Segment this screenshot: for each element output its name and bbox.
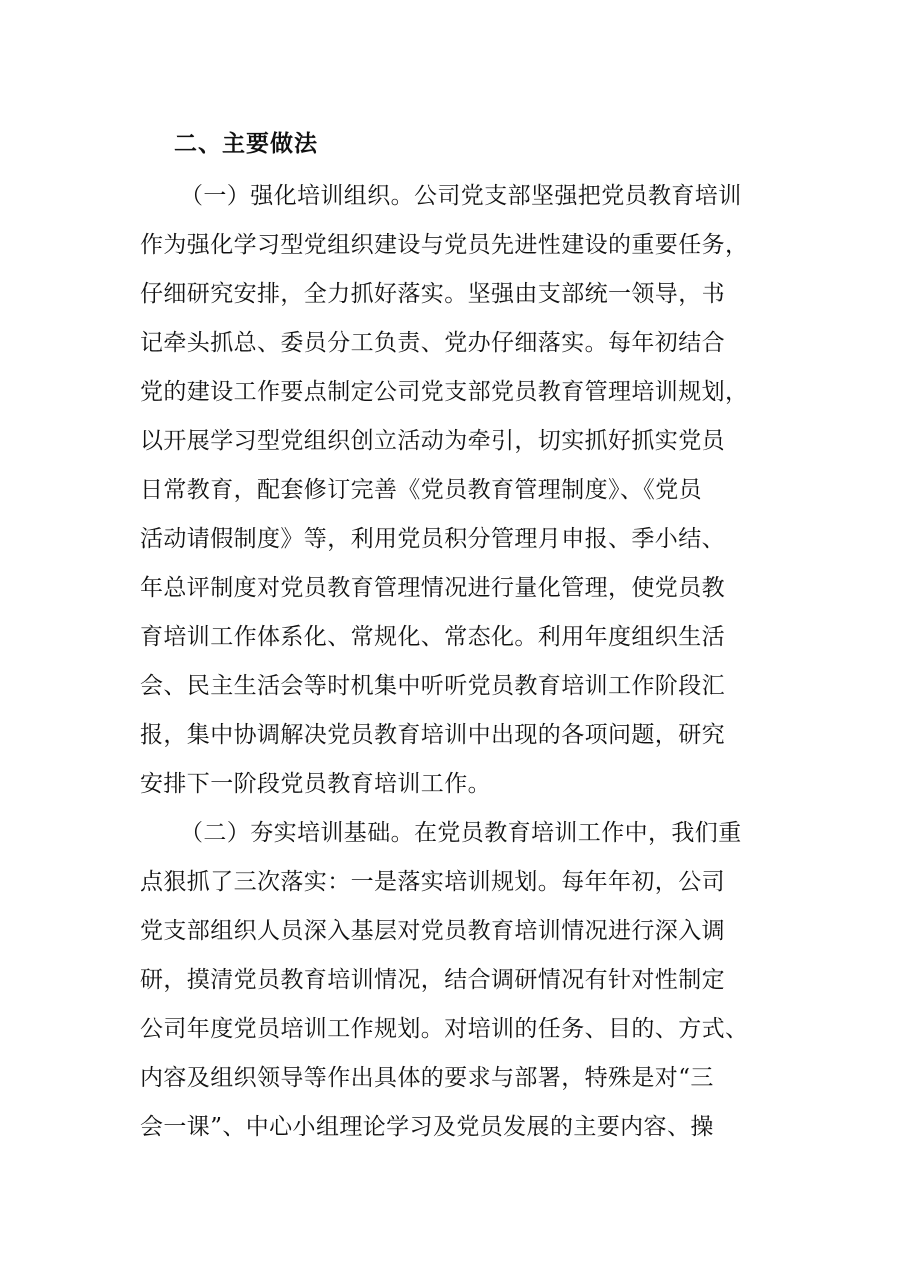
paragraph-line: 会、民主生活会等时机集中听听党员教育培训工作阶段汇 [140, 673, 725, 699]
paragraph-line: 年总评制度对党员教育管理情况进行量化管理，使党员教 [140, 575, 725, 601]
section-heading: 二、主要做法 [174, 131, 318, 157]
paragraph-line: 报，集中协调解决党员教育培训中出现的各项问题，研究 [140, 722, 725, 748]
paragraph-line: 育培训工作体系化、常规化、常态化。利用年度组织生活 [140, 624, 725, 650]
paragraph-line: 作为强化学习型党组织建设与党员先进性建设的重要任务， [140, 232, 749, 258]
paragraph-line: 党支部组织人员深入基层对党员教育培训情况进行深入调 [140, 918, 725, 944]
paragraph-line: 安排下一阶段党员教育培训工作。 [140, 771, 491, 797]
paragraph-line: 会一课”、中心小组理论学习及党员发展的主要内容、操 [140, 1114, 714, 1140]
paragraph-line: 以开展学习型党组织创立活动为牵引，切实抓好抓实党员 [140, 428, 725, 454]
paragraph-line: 日常教育，配套修订完善《党员教育管理制度》、《党员 [140, 477, 702, 503]
paragraph-line: （二）夯实培训基础。在党员教育培训工作中，我们重 [180, 820, 742, 846]
paragraph-line: 研，摸清党员教育培训情况，结合调研情况有针对性制定 [140, 967, 725, 993]
paragraph-line: 内容及组织领导等作出具体的要求与部署，特殊是对“三 [140, 1065, 714, 1091]
document-body [140, 172, 770, 1152]
paragraph-line: 仔细研究安排，全力抓好落实。坚强由支部统一领导，书 [140, 281, 725, 307]
paragraph-line: 党的建设工作要点制定公司党支部党员教育管理培训规划， [140, 379, 749, 405]
paragraph-line: （一）强化培训组织。公司党支部坚强把党员教育培训 [180, 183, 742, 209]
paragraph-line: 活动请假制度》等，利用党员积分管理月申报、季小结、 [140, 526, 725, 552]
paragraph-line: 记牵头抓总、委员分工负责、党办仔细落实。每年初结合 [140, 330, 725, 356]
paragraph-line: 公司年度党员培训工作规划。对培训的任务、目的、方式、 [140, 1016, 749, 1042]
paragraph-line: 点狠抓了三次落实：一是落实培训规划。每年年初，公司 [140, 869, 725, 895]
